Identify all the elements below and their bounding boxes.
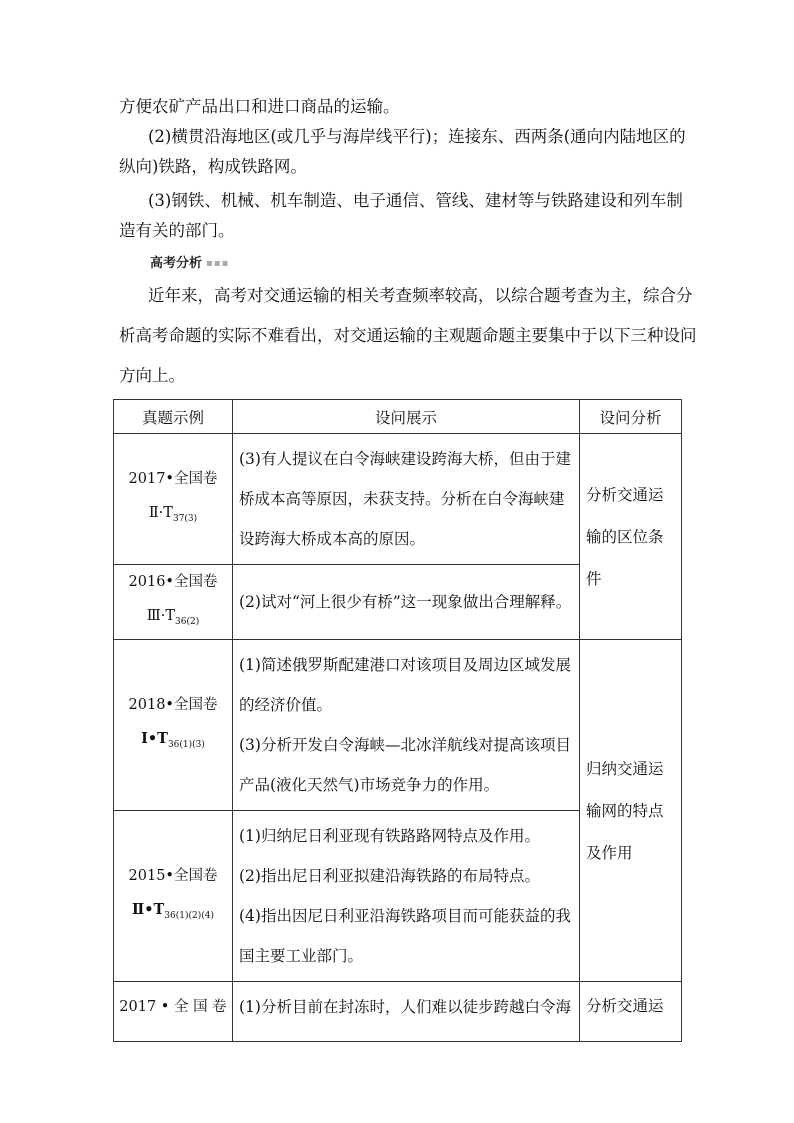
text-line: 纵向)铁路，构成铁路网。 xyxy=(119,157,307,176)
exam-question-table xyxy=(113,399,682,1042)
exam-question-id: $Ⅰ•T_{36(1)(3)}$ xyxy=(141,730,205,750)
text-line: 析高考命题的实际不难看出，对交通运输的主观题命题主要集中于以下三种设问 xyxy=(119,326,697,345)
example-cell xyxy=(114,982,233,1042)
analysis-text: 分析交通运 xyxy=(586,997,664,1015)
header-analysis: 设问分析 xyxy=(580,400,682,434)
exam-question-id: $Ⅱ•T_{36(1)(2)(4)}$ xyxy=(132,901,214,921)
question-text: (4)指出因尼日利亚沿海铁路项目而可能获益的我国主要工业部门。 xyxy=(239,907,571,965)
section-label-text: 高考分析 xyxy=(150,256,203,271)
text-line: 方向上。 xyxy=(119,366,185,385)
question-text: (1)分析目前在封冻时，人们难以徒步跨越白令海 xyxy=(239,998,571,1016)
analysis-cell xyxy=(580,434,682,640)
exam-question-id: $Ⅲ\cdot T_{36(2)}$ xyxy=(146,608,200,627)
question-cell xyxy=(233,434,580,565)
analysis-cell xyxy=(580,982,682,1042)
exam-year: 2018•全国卷 xyxy=(128,697,218,714)
text-line: 造有关的部门。 xyxy=(119,221,235,240)
table-header-row xyxy=(114,400,682,434)
exam-question-id: $Ⅱ\cdot T_{37(3)}$ xyxy=(148,505,198,524)
text-line: (3)钢铁、机械、机车制造、电子通信、管线、建材等与铁路建设和列车制 xyxy=(148,191,683,210)
analysis-text: 归纳交通运输网的特点及作用 xyxy=(586,759,664,862)
header-examples: 真题示例 xyxy=(114,400,233,434)
example-cell xyxy=(114,640,233,811)
example-cell xyxy=(114,434,233,565)
question-text: (2)指出尼日利亚拟建沿海铁路的布局特点。 xyxy=(239,867,540,885)
analysis-cell xyxy=(580,640,682,982)
decorative-dots-icon: ▪▪▪ xyxy=(206,258,230,269)
question-text: (1)归纳尼日利亚现有铁路路网特点及作用。 xyxy=(239,827,540,845)
text-line: (2)横贯沿海地区(或几乎与海岸线平行)；连接东、西两条(通向内陆地区的 xyxy=(148,127,686,146)
exam-year: 2015•全国卷 xyxy=(128,868,218,885)
question-cell xyxy=(233,640,580,811)
example-cell xyxy=(114,811,233,982)
question-text: (3)分析开发白令海峡—北冰洋航线对提高该项目产品(液化天然气)市场竞争力的作用。 xyxy=(239,736,571,794)
question-text: (3)有人提议在白令海峡建设跨海大桥，但由于建桥成本高等原因，未获支持。分析在白令海峡建设跨海大桥成本高的原因。 xyxy=(239,450,571,548)
header-questions: 设问展示 xyxy=(233,400,580,434)
analysis-text: 分析交通运输的区位条件 xyxy=(586,485,664,588)
table-row xyxy=(114,982,682,1042)
exam-year: 2017•全国卷 xyxy=(128,471,218,488)
text-line: 近年来，高考对交通运输的相关考查频率较高，以综合题考查为主，综合分 xyxy=(148,286,693,305)
question-cell xyxy=(233,811,580,982)
table-row xyxy=(114,434,682,565)
question-text: (1)简述俄罗斯配建港口对该项目及周边区域发展的经济价值。 xyxy=(239,656,571,714)
exam-year: 2016•全国卷 xyxy=(128,574,218,591)
exam-year: 2017 • 全 国 卷 xyxy=(119,999,227,1015)
question-cell xyxy=(233,565,580,640)
example-cell xyxy=(114,565,233,640)
question-cell xyxy=(233,982,580,1042)
text-line: 方便农矿产品出口和进口商品的运输。 xyxy=(119,97,400,116)
question-text: (2)试对“河上很少有桥”这一现象做出合理解释。 xyxy=(239,593,572,611)
section-label xyxy=(150,252,229,271)
table-row xyxy=(114,640,682,811)
